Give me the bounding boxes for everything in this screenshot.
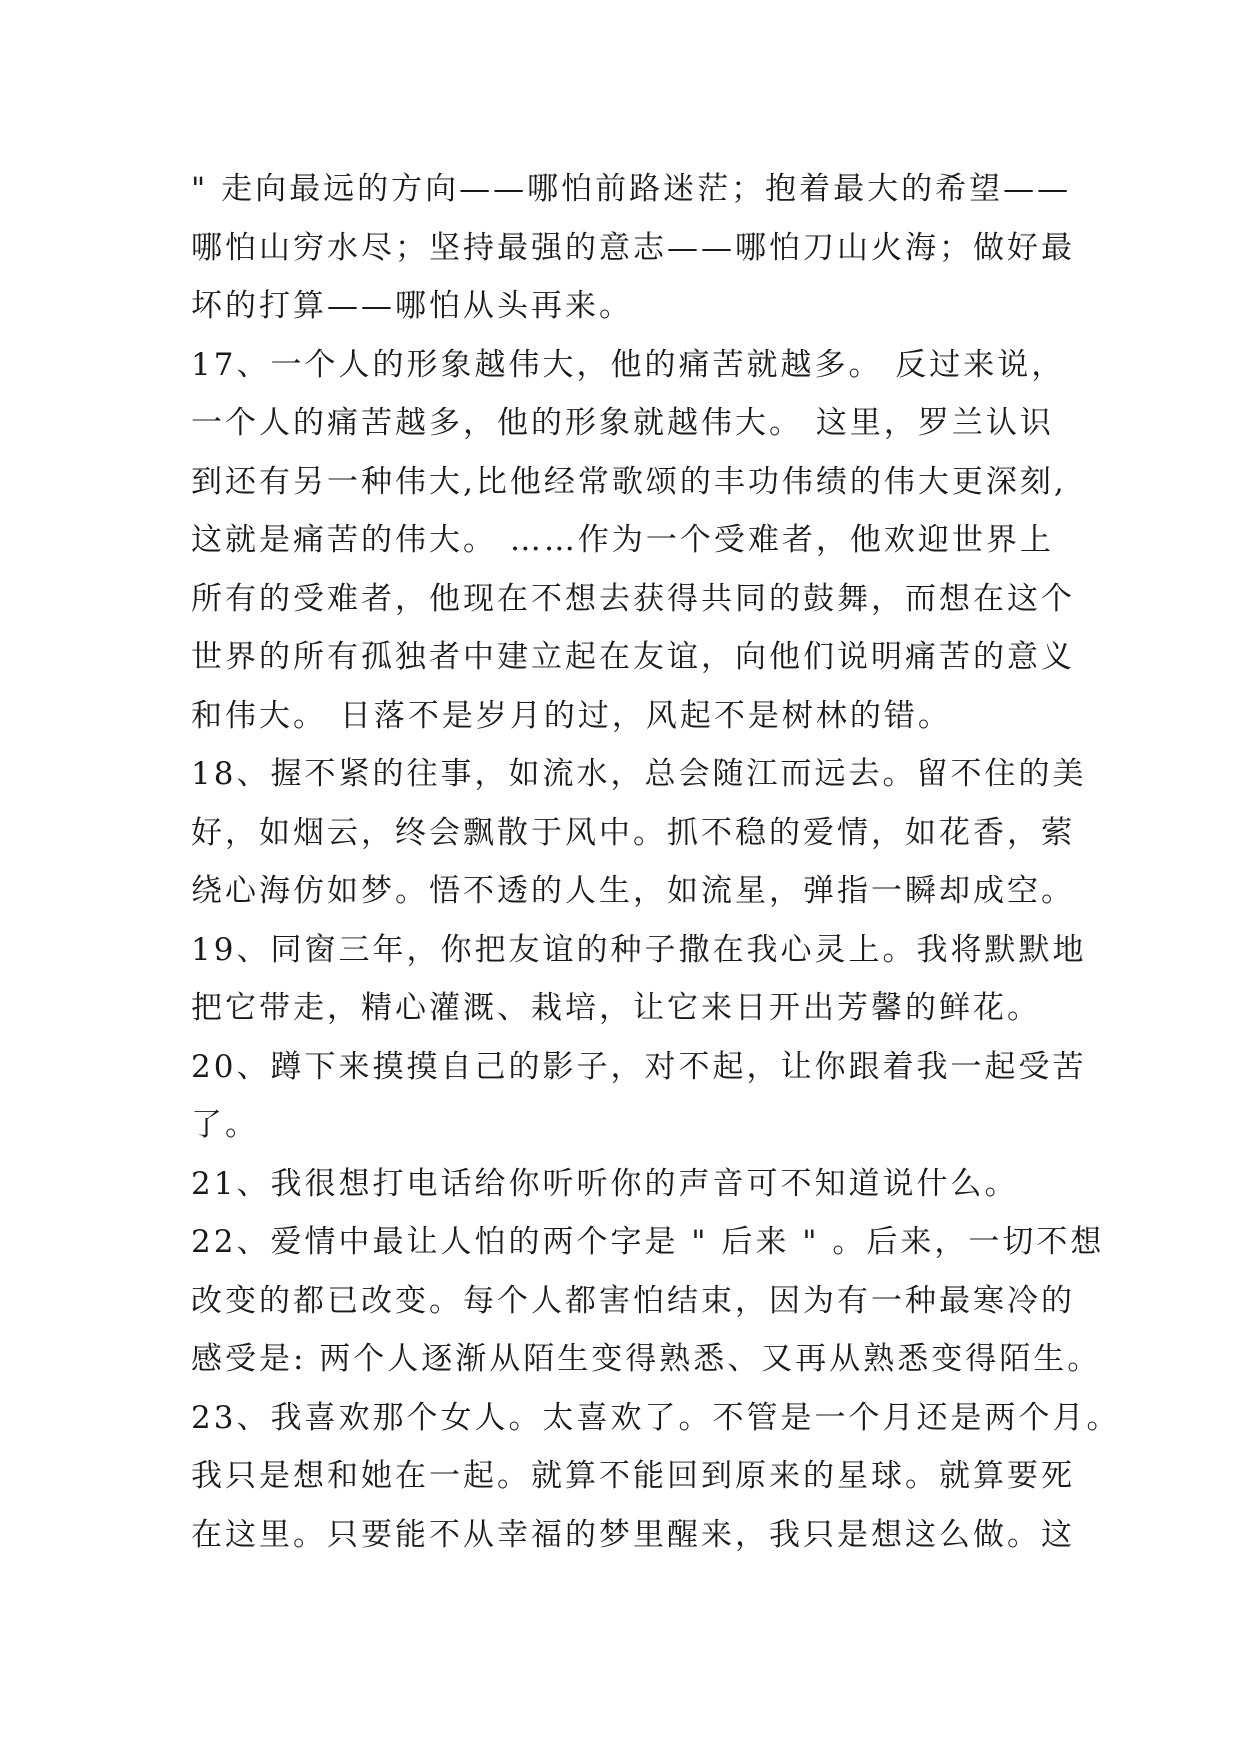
text-line: 到还有另一种伟大,比他经常歌颂的丰功伟绩的伟大更深刻, [191,463,1067,500]
document-body [191,160,1121,1564]
text-line: 绕心海仿如梦。悟不透的人生，如流星，弹指一瞬却成空。 [191,873,1075,909]
text-line: 这就是痛苦的伟大。 ……作为一个受难者，他欢迎世界上 [191,522,1054,558]
text-line: 世界的所有孤独者中建立起在友谊，向他们说明痛苦的意义 [191,639,1075,675]
text-line: 感受是: 两个人逐渐从陌生变得熟悉、又再从熟悉变得陌生。 [191,1341,1102,1377]
text-line: 20、蹲下来摸摸自己的影子，对不起，让你跟着我一起受苦 [191,1048,1087,1085]
text-line: 我只是想和她在一起。就算不能回到原来的星球。就算要死 [191,1458,1075,1494]
text-line: 把它带走，精心灌溉、栽培，让它来日开出芳馨的鲜花。 [191,990,1041,1026]
text-line: 19、同窗三年，你把友谊的种子撒在我心灵上。我将默默地 [191,931,1087,968]
text-line: 坏的打算——哪怕从头再来。 [191,288,633,324]
text-line: 22、爱情中最让人怕的两个字是 " 后来 " 。后来，一切不想 [191,1224,1105,1260]
text-line: 一个人的痛苦越多，他的形象就越伟大。 这里，罗兰认识 [191,405,1054,441]
text-line: 所有的受难者，他现在不想去获得共同的鼓舞，而想在这个 [191,580,1075,617]
text-line: 在这里。只要能不从幸福的梦里醒来，我只是想这么做。这 [191,1516,1075,1553]
text-line: 好，如烟云，终会飘散于风中。抓不稳的爱情，如花香，萦 [191,814,1075,851]
text-line: 了。 [191,1107,259,1143]
text-line: 和伟大。 日落不是岁月的过，风起不是树林的错。 [191,697,952,734]
text-line: 18、握不紧的往事，如流水，总会随江而远去。留不住的美 [191,756,1087,792]
text-line: 23、我喜欢那个女人。太喜欢了。不管是一个月还是两个月。 [191,1399,1121,1436]
text-line: 哪怕山穷水尽；坚持最强的意志——哪怕刀山火海；做好最 [191,229,1075,266]
text-line: 21、我很想打电话给你听听你的声音可不知道说什么。 [191,1165,1019,1202]
text-line: " 走向最远的方向——哪怕前路迷茫；抱着最大的希望—— [191,171,1072,207]
text-line: 17、一个人的形象越伟大，他的痛苦就越多。 反过来说， [191,346,1066,383]
text-line: 改变的都已改变。每个人都害怕结束，因为有一种最寒冷的 [191,1282,1075,1319]
